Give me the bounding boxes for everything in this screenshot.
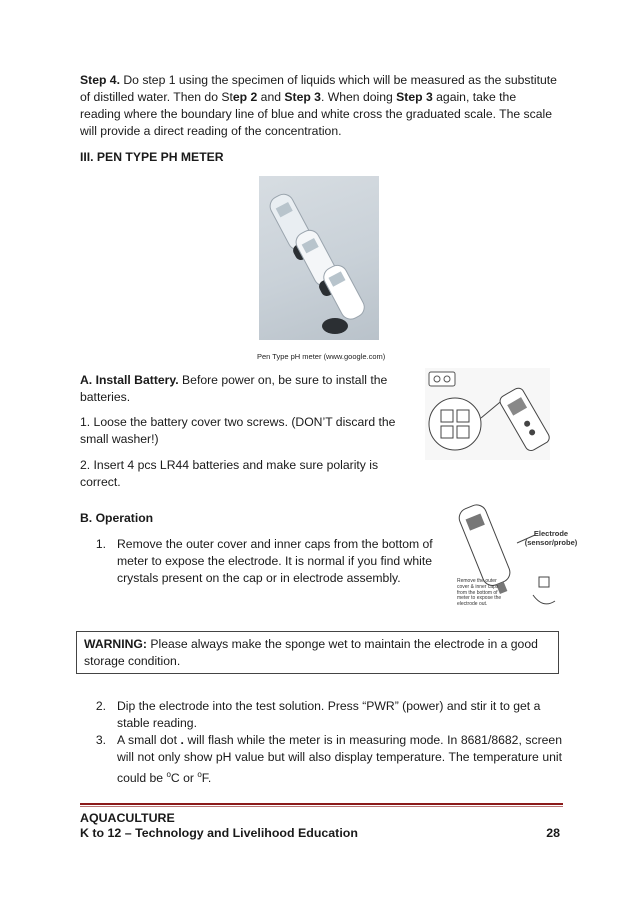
step3-text: A small dot <box>117 733 177 747</box>
footer-subject: AQUACULTURE <box>80 811 175 825</box>
step-item-3-number <box>90 732 106 749</box>
step4-text: . When doing <box>320 90 397 104</box>
flashing-dot: . <box>176 733 188 747</box>
operation-heading: B. Operation <box>80 511 154 525</box>
degree-symbol: o <box>166 770 171 779</box>
operation-item-1: Remove the outer cover and inner caps from the bottom of meter to expose the electrode. It is normal if you find white crystals present on the cap or in electrode assembly. <box>117 537 433 585</box>
warning-body: Please always make the sponge wet to maintain the electrode in a good storage condition. <box>84 637 538 668</box>
step4-text: again, take the reading where the boundary line of blue and white cross the graduated scale. The scale will provide a direct reading of the concentration. <box>80 90 553 138</box>
footer-rule-thin <box>80 806 563 807</box>
pen-ph-meter-illustration <box>259 176 379 340</box>
step-item-3 <box>117 732 562 787</box>
step4-bold: Step 3 <box>396 90 433 104</box>
pen-ph-meter-photo <box>259 176 379 340</box>
list-number: 3. <box>95 733 106 747</box>
footer-rule <box>80 803 563 805</box>
footer-course: K to 12 – Technology and Livelihood Education <box>80 826 358 840</box>
install-heading: A. Install Battery. <box>80 373 179 387</box>
step4-bold: Step 3 <box>284 90 321 104</box>
battery-diagram-illustration <box>425 368 550 460</box>
warning-text <box>84 636 554 670</box>
electrode-note: Remove the outer cover & inner caps from the bottom of meter to expose the electrode out. <box>457 578 502 608</box>
install-battery-intro <box>80 372 400 406</box>
electrode-label: Electrode (sensor/probe) <box>524 529 578 547</box>
operation-item-1-number <box>90 536 106 553</box>
page-number: 28 <box>546 826 560 840</box>
step-item-2: Dip the electrode into the test solution. Press “PWR” (power) and stir it to get a stable reading. <box>117 699 541 730</box>
step4-text: Do step 1 using the specimen of liquids which will be measured as the substitute of distilled water. Then do St <box>80 73 557 104</box>
step-item-2-number <box>90 698 106 715</box>
degree-symbol: o <box>197 770 202 779</box>
step4-text: and <box>257 90 285 104</box>
step3-text: will flash while the meter is in measuring mode. In 8681/8682, screen will not only show pH value but will also display temperature. The temperature unit could be <box>117 733 562 786</box>
list-number: 2. <box>95 699 106 713</box>
step4-bold: ep 2 <box>232 90 258 104</box>
figure-caption: Pen Type pH meter (www.google.com) <box>257 352 386 361</box>
step4-paragraph <box>80 72 558 140</box>
step4-label: Step 4. <box>80 73 120 87</box>
install-step-2: 2. Insert 4 pcs LR44 batteries and make sure polarity is correct. <box>80 458 379 489</box>
unit-celsius: C or <box>170 771 198 786</box>
section-heading: III. PEN TYPE PH METER <box>80 150 224 164</box>
install-step-1: 1. Loose the battery cover two screws. (DON’T discard the small washer!) <box>80 415 396 446</box>
list-number: 1. <box>95 537 106 551</box>
battery-install-diagram <box>425 368 550 460</box>
unit-fahrenheit: F. <box>201 771 212 786</box>
electrode-diagram <box>455 495 580 617</box>
install-intro-text: Before power on, be sure to install the batteries. <box>80 373 388 404</box>
warning-label: WARNING: <box>84 637 147 651</box>
